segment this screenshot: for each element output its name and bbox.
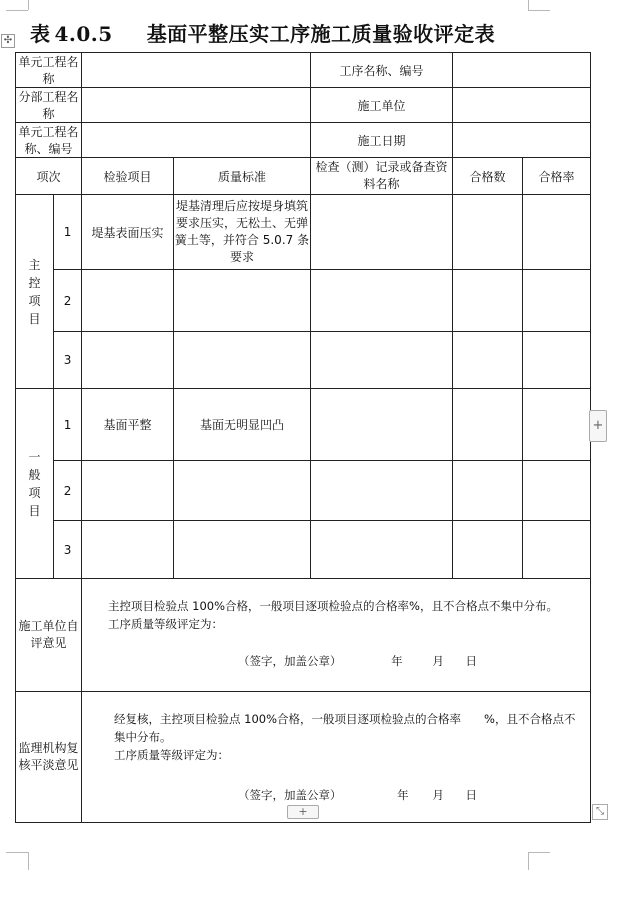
crop-mark-top-right-v	[528, 0, 529, 10]
document-title	[30, 18, 590, 47]
column-header-records: 检查（测）记录或备查资料名称	[311, 158, 453, 195]
add-row-icon[interactable]: +	[287, 805, 319, 819]
row-number: 3	[54, 332, 82, 389]
crop-mark-bottom-left-h	[6, 852, 28, 853]
value-construction-date[interactable]	[453, 123, 591, 158]
row-number: 2	[54, 270, 82, 332]
pass-count-cell[interactable]	[453, 521, 523, 579]
pass-rate-cell[interactable]	[523, 195, 591, 270]
row-number: 3	[54, 521, 82, 579]
pass-rate-cell[interactable]	[523, 461, 591, 521]
crop-mark-top-right-h	[528, 10, 550, 11]
table-row	[16, 195, 591, 270]
table-move-icon[interactable]: ✣	[1, 34, 15, 48]
records-cell[interactable]	[311, 521, 453, 579]
self-assessment-text: 主控项目检验点 100%合格，一般项目逐项检验点的合格率%，且不合格点不集中分布。	[108, 599, 558, 613]
value-unit-project-name[interactable]	[82, 53, 311, 88]
label-unit-project-name-code: 单元工程名称、编号	[16, 123, 82, 158]
pass-rate-cell[interactable]	[523, 332, 591, 389]
label-procedure-name-code: 工序名称、编号	[311, 53, 453, 88]
supervision-review-label: 监理机构复核平淡意见	[16, 692, 82, 823]
quality-standard[interactable]	[174, 270, 311, 332]
crop-mark-top-left-h	[6, 10, 28, 11]
quality-standard[interactable]: 基面无明显凹凸	[174, 389, 311, 461]
label-construction-date: 施工日期	[311, 123, 453, 158]
pass-count-cell[interactable]	[453, 270, 523, 332]
supervision-review-signature	[238, 786, 477, 804]
label-sub-project-name: 分部工程名称	[16, 88, 82, 123]
inspection-item[interactable]: 基面平整	[82, 389, 174, 461]
day-label: 日	[465, 654, 477, 668]
day-label: 日	[465, 788, 477, 802]
self-assessment-opinion[interactable]	[82, 579, 591, 692]
title-text: 基面平整压实工序施工质量验收评定表	[146, 22, 496, 46]
crop-mark-bottom-left-v	[28, 852, 29, 870]
column-header-item-no: 项次	[16, 158, 82, 195]
table-row	[16, 332, 591, 389]
row-number: 1	[54, 389, 82, 461]
label-construction-unit: 施工单位	[311, 88, 453, 123]
records-cell[interactable]	[311, 461, 453, 521]
group-label-main-control: 主控项目	[16, 195, 54, 389]
quality-standard[interactable]	[174, 332, 311, 389]
pass-count-cell[interactable]	[453, 195, 523, 270]
supervision-review-opinion[interactable]	[82, 692, 591, 823]
records-cell[interactable]	[311, 332, 453, 389]
crop-mark-bottom-right-h	[528, 852, 550, 853]
table-resize-icon[interactable]: ⤡	[592, 804, 608, 820]
pass-count-cell[interactable]	[453, 461, 523, 521]
pass-rate-cell[interactable]	[523, 521, 591, 579]
month-label: 月	[432, 788, 444, 802]
value-unit-project-name-code[interactable]	[82, 123, 311, 158]
inspection-item[interactable]	[82, 521, 174, 579]
value-procedure-name-code[interactable]	[453, 53, 591, 88]
add-column-icon[interactable]: +	[589, 410, 607, 442]
year-label: 年	[397, 788, 409, 802]
inspection-item[interactable]: 堤基表面压实	[82, 195, 174, 270]
self-assessment-row	[16, 579, 591, 692]
records-cell[interactable]	[311, 389, 453, 461]
table-row	[16, 389, 591, 461]
quality-standard[interactable]: 堤基清理后应按堤身填筑要求压实，无松土、无弹簧土等，并符合 5.0.7 条要求	[174, 195, 311, 270]
crop-mark-bottom-right-v	[528, 852, 529, 870]
quality-standard[interactable]	[174, 461, 311, 521]
supervision-review-row	[16, 692, 591, 823]
column-header-inspection-item: 检验项目	[82, 158, 174, 195]
supervision-review-text: 经复核，主控项目检验点 100%合格，一般项目逐项检验点的合格率 %，且不合格点不集中分布。	[114, 712, 576, 744]
signature-label: （签字，加盖公章）	[238, 788, 342, 802]
quality-standard[interactable]	[174, 521, 311, 579]
records-cell[interactable]	[311, 195, 453, 270]
value-sub-project-name[interactable]	[82, 88, 311, 123]
self-assessment-label: 施工单位自评意见	[16, 579, 82, 692]
row-number: 2	[54, 461, 82, 521]
title-prefix: 表	[30, 22, 51, 46]
group-label-general: 一般项目	[16, 389, 54, 579]
year-label: 年	[391, 654, 403, 668]
column-header-pass-rate: 合格率	[523, 158, 591, 195]
pass-rate-cell[interactable]	[523, 389, 591, 461]
inspection-item[interactable]	[82, 461, 174, 521]
title-number: 4.0.5	[54, 22, 113, 46]
pass-rate-cell[interactable]	[523, 270, 591, 332]
crop-mark-top-left-v	[28, 0, 29, 10]
column-header-quality-standard: 质量标准	[174, 158, 311, 195]
inspection-item[interactable]	[82, 332, 174, 389]
inspection-item[interactable]	[82, 270, 174, 332]
self-assessment-signature	[238, 652, 477, 670]
table-row	[16, 270, 591, 332]
table-row	[16, 461, 591, 521]
row-number: 1	[54, 195, 82, 270]
self-assessment-grade-label: 工序质量等级评定为：	[108, 617, 224, 631]
evaluation-table	[15, 52, 591, 823]
value-construction-unit[interactable]	[453, 88, 591, 123]
table-row	[16, 521, 591, 579]
pass-count-cell[interactable]	[453, 389, 523, 461]
signature-label: （签字，加盖公章）	[238, 654, 342, 668]
supervision-review-grade-label: 工序质量等级评定为：	[114, 748, 230, 762]
column-header-pass-count: 合格数	[453, 158, 523, 195]
month-label: 月	[432, 654, 444, 668]
pass-count-cell[interactable]	[453, 332, 523, 389]
label-unit-project-name: 单元工程名称	[16, 53, 82, 88]
records-cell[interactable]	[311, 270, 453, 332]
